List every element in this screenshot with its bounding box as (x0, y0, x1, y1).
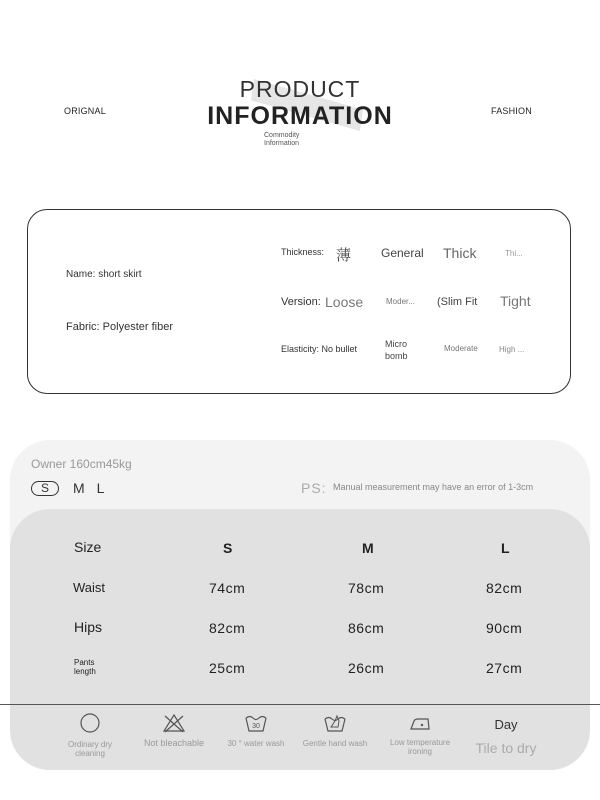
owner-measurements: Owner 160cm45kg (31, 457, 132, 471)
title-information: INFORMATION (207, 102, 393, 130)
care-item-wash-30: 30 30 ° water wash (216, 712, 296, 748)
size-table-cell: 78cm (348, 580, 385, 596)
size-table-header-size: Size (74, 539, 102, 555)
version-option-loose: Loose (325, 294, 364, 310)
size-option-s-selected: S (31, 481, 59, 496)
wash-30-icon (243, 712, 269, 734)
original-tag: ORIGNAL (64, 106, 106, 116)
dry-clean-circle-icon (79, 712, 101, 734)
thickness-label: Thickness: (281, 247, 325, 257)
size-table-header-l: L (501, 540, 510, 556)
title-product: PRODUCT (239, 76, 361, 102)
version-label: Version: (281, 296, 321, 308)
title-subtitle: Commodity Information (264, 132, 300, 147)
size-table-cell: 86cm (348, 620, 385, 636)
title-block (200, 76, 400, 147)
care-item-tile-dry (464, 717, 548, 756)
elasticity-option-moderate: Moderate (444, 344, 478, 353)
size-table-row-pants-length-label: Pants length (74, 658, 96, 676)
available-sizes (31, 480, 104, 496)
elasticity-label: Elasticity: No bullet (281, 344, 358, 354)
day-label: Day (494, 717, 518, 732)
care-item-low-iron: Low temperature ironing (380, 712, 460, 756)
thickness-option-thin-more: Thi... (505, 249, 523, 258)
thickness-option-thin: 薄 (336, 247, 352, 264)
thickness-option-thick: Thick (443, 245, 477, 261)
size-table-cell: 90cm (486, 620, 523, 636)
size-table-cell: 82cm (209, 620, 246, 636)
product-name: Name: short skirt (66, 269, 142, 280)
size-table-header-m: M (362, 540, 374, 556)
product-fabric: Fabric: Polyester fiber (66, 321, 173, 333)
size-option-l: L (96, 480, 105, 496)
version-option-tight: Tight (500, 293, 531, 309)
size-table-row-hips-label: Hips (74, 619, 103, 635)
low-iron-icon (407, 712, 433, 734)
size-table-cell: 74cm (209, 580, 246, 596)
measurement-note: Manual measurement may have an error of 1-3cm (333, 482, 534, 492)
product-attributes-card (27, 209, 571, 394)
tile-to-dry-label: Tile to dry (475, 740, 537, 756)
no-bleach-icon (161, 712, 187, 734)
size-table-header-s: S (223, 540, 233, 556)
version-option-moderate: Moder... (386, 297, 415, 306)
product-info-header (0, 0, 600, 200)
size-table-cell: 82cm (486, 580, 523, 596)
care-item-hand-wash: Gentle hand wash (295, 712, 375, 748)
ps-label: PS: (301, 480, 327, 496)
size-table-cell: 27cm (486, 660, 523, 676)
size-option-m: M (73, 480, 85, 496)
size-table-row-waist-label: Waist (73, 580, 106, 595)
size-table-cell: 26cm (348, 660, 385, 676)
svg-text:30: 30 (252, 723, 260, 730)
thickness-option-general: General (381, 246, 424, 260)
size-table-cell: 25cm (209, 660, 246, 676)
care-item-no-bleach: Not bleachable (134, 712, 214, 748)
elasticity-option-high: High ... (499, 345, 525, 354)
care-divider (0, 704, 600, 705)
fashion-tag: FASHION (491, 106, 532, 116)
hand-wash-icon (322, 712, 348, 734)
version-option-slim-fit: (Slim Fit (437, 296, 478, 308)
care-item-dry-clean: Ordinary dry cleaning (50, 712, 130, 758)
elasticity-option-micro-bomb: Micro bomb (385, 339, 408, 361)
